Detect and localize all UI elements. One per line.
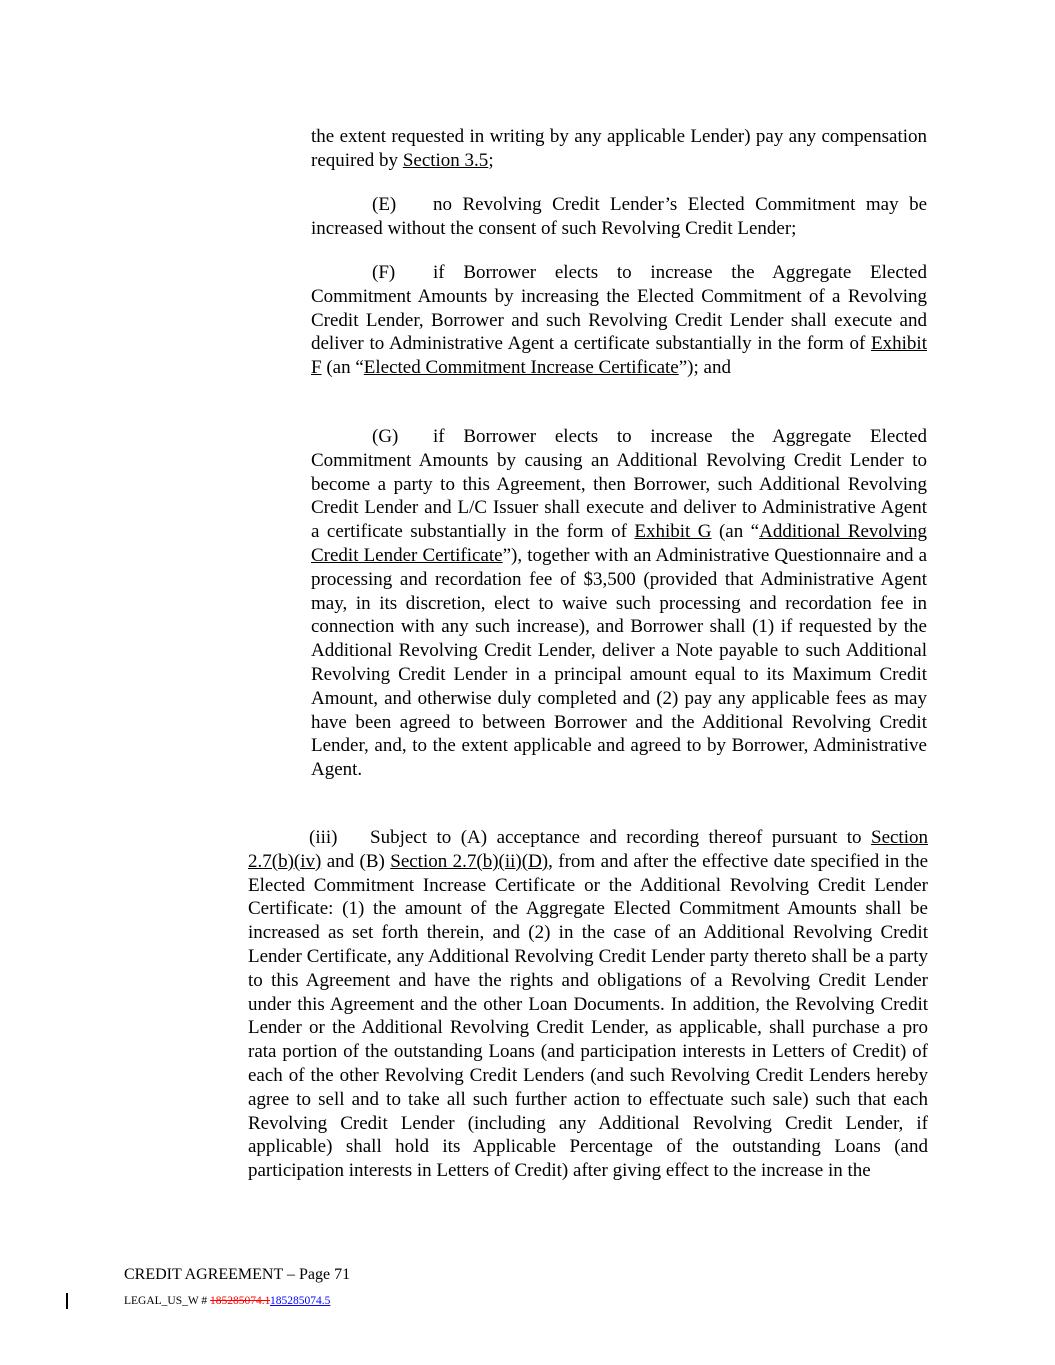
clause-label: (F) <box>372 262 396 283</box>
paragraph-g <box>311 425 927 782</box>
section-reference-link: Section 2.7(b)(ii)(D) <box>390 850 549 872</box>
paragraph-text: and (B) <box>321 850 391 872</box>
exhibit-reference-link: Exhibit F <box>311 333 927 379</box>
section-reference-link: Section 3.5 <box>402 149 489 171</box>
paragraph-text: (an “ <box>711 521 760 543</box>
paragraph-text: no Revolving Credit Lender’s Elected Commitment may be increased without the consent of such Revolving Credit Lender; <box>311 194 927 239</box>
exhibit-reference-link: Exhibit G <box>634 521 712 543</box>
paragraph-text: ; <box>488 149 494 171</box>
document-id-prefix: LEGAL_US_W # <box>124 1295 211 1307</box>
clause-label: (G) <box>372 426 399 447</box>
defined-term: Elected Commitment Increase Certificate <box>363 357 679 379</box>
paragraph-text: if Borrower elects to increase the Aggregate Elected Commitment Amounts by increasing the Elected Commitment of a Revolving Credit Lender, Borrower and such Revolving Credit Lender shall execute and deliver to Administrative Agent a certificate substantially in the form of <box>311 262 927 355</box>
footer-document-id <box>124 1293 330 1309</box>
paragraph-continuation <box>311 125 927 173</box>
inserted-document-number: 185285074.5 <box>269 1295 331 1307</box>
paragraph-f <box>311 261 927 380</box>
paragraph-text: ”); and <box>678 357 731 379</box>
section-reference-link: Section 2.7(b)(iv) <box>248 827 928 872</box>
paragraph-iii <box>248 826 928 1183</box>
defined-term: Additional Revolving Credit Lender Certificate <box>311 521 927 566</box>
clause-label: (iii) <box>309 827 338 848</box>
paragraph-e <box>311 193 927 241</box>
clause-label: (E) <box>372 194 397 215</box>
paragraph-text: ”), together with an Administrative Questionnaire and a processing and recordation fee of $3,500 (provided that Administrative Agent may, in its discretion, elect to waive such processing and recordation fee in connection with any such increase), and Borrower shall (1) if requested by the Additional Revolving Credit Lender, deliver a Note payable to such Additional Revolving Credit Lender in a principal amount equal to its Maximum Credit Amount, and otherwise duly completed and (2) pay any applicable fees as may have been agreed to between Borrower and the Additional Revolving Credit Lender, and, to the extent applicable and agreed to by Borrower, Administrative Agent. <box>311 544 927 781</box>
paragraph-text: Subject to (A) acceptance and recording thereof pursuant to <box>370 827 871 848</box>
deleted-document-number: 185285074.1 <box>210 1295 270 1307</box>
paragraph-text: , from and after the effective date specified in the Elected Commitment Increase Certificate or the Additional Revolving Credit Lender Certificate: (1) the amount of the Aggregate Elected Commitment Amounts shall be increased as set forth therein, and (2) in the case of an Additional Revolving Credit Lender Certificate, any Additional Revolving Credit Lender party thereto shall be a party to this Agreement and have the rights and obligations of a Revolving Credit Lender under this Agreement and the other Loan Documents. In addition, the Revolving Credit Lender or the Additional Revolving Credit Lender, as applicable, shall purchase a pro rata portion of the outstanding Loans (and participation interests in Letters of Credit) of each of the other Revolving Credit Lenders (and such Revolving Credit Lenders hereby agree to sell and to take all such further action to effectuate such sale) such that each Revolving Credit Lender (including any Additional Revolving Credit Lender, if applicable) shall hold its Applicable Percentage of the outstanding Loans (and participation interests in Letters of Credit) after giving effect to the increase in the <box>248 850 928 1182</box>
footer-page-title: CREDIT AGREEMENT – Page 71 <box>124 1266 351 1283</box>
paragraph-text: if Borrower elects to increase the Aggregate Elected Commitment Amounts by causing an Additional Revolving Credit Lender to become a party to this Agreement, then Borrower, such Additional Revolving Credit Lender and L/C Issuer shall execute and deliver to Administrative Agent a certificate substantially in the form of <box>311 426 927 543</box>
paragraph-text: (an “ <box>321 357 364 379</box>
paragraph-text: the extent requested in writing by any applicable Lender) pay any compensation required by <box>311 126 927 171</box>
revision-change-bar <box>66 1293 68 1309</box>
